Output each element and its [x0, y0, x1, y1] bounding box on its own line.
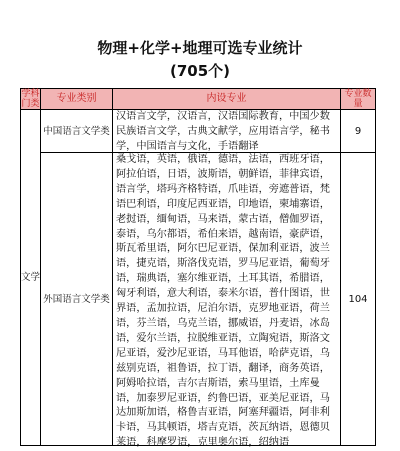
category-cell: 外国语言文学类 — [41, 153, 113, 446]
table-header-row — [21, 89, 376, 110]
majors-cell: 桑戈语，英语，俄语，德语，法语，西班牙语，阿拉伯语，日语，波斯语，朝鲜语，菲律宾语，语言学，塔玛齐格特语，爪哇语，旁遮普语，梵语巴利语，印度尼西亚语，印地语，柬埔寨语，老挝语，缅甸语，马来语，蒙古语，僧伽罗语，泰语，乌尔都语，希伯来语，越南语，豪萨语，斯瓦希里语，阿尔巴尼亚语，保加利亚语，波兰语，捷克语，斯洛伐克语，罗马尼亚语，葡萄牙语，瑞典语，塞尔维亚语，土耳其语，希腊语，匈牙利语，意大利语，泰米尔语，普什图语，世界语，孟加拉语，尼泊尔语，克罗地亚语，荷兰语，芬兰语，乌克兰语，挪威语，丹麦语，冰岛语，爱尔兰语，拉脱维亚语，立陶宛语，斯洛文尼亚语，爱沙尼亚语，马耳他语，哈萨克语，乌兹别克语，祖鲁语，拉丁语，翻译，商务英语，阿姆哈拉语，吉尔吉斯语，索马里语，土库曼语，加泰罗尼亚语，约鲁巴语，亚美尼亚语，马达加斯加语，格鲁吉亚语，阿塞拜疆语，阿非利卡语，马其顿语，塔吉克语，茨瓦纳语，恩德贝莱语，科摩罗语，克里奥尔语，绍纳语 — [116, 154, 330, 449]
count-cell: 104 — [341, 153, 376, 446]
header-discipline: 学科门类 — [21, 89, 40, 109]
category-cell: 中国语言文学类 — [41, 110, 113, 153]
majors-table — [20, 88, 375, 449]
discipline-cell: 文学 — [21, 110, 41, 446]
majors-cell: 汉语言文学，汉语言，汉语国际教育，中国少数民族语言文学，古典文献学，应用语言学，秘书学，中国语言与文化，手语翻译 — [116, 111, 330, 152]
header-count: 专业数量 — [341, 89, 376, 110]
table-row — [21, 153, 376, 446]
page-subtitle: (705个) — [169, 62, 231, 80]
count-cell: 9 — [341, 110, 376, 153]
table-row — [21, 110, 376, 153]
header-category: 专业类别 — [41, 89, 113, 110]
header-majors: 内设专业 — [113, 89, 341, 110]
page-title: 物理+化学+地理可选专业统计 — [97, 39, 303, 57]
